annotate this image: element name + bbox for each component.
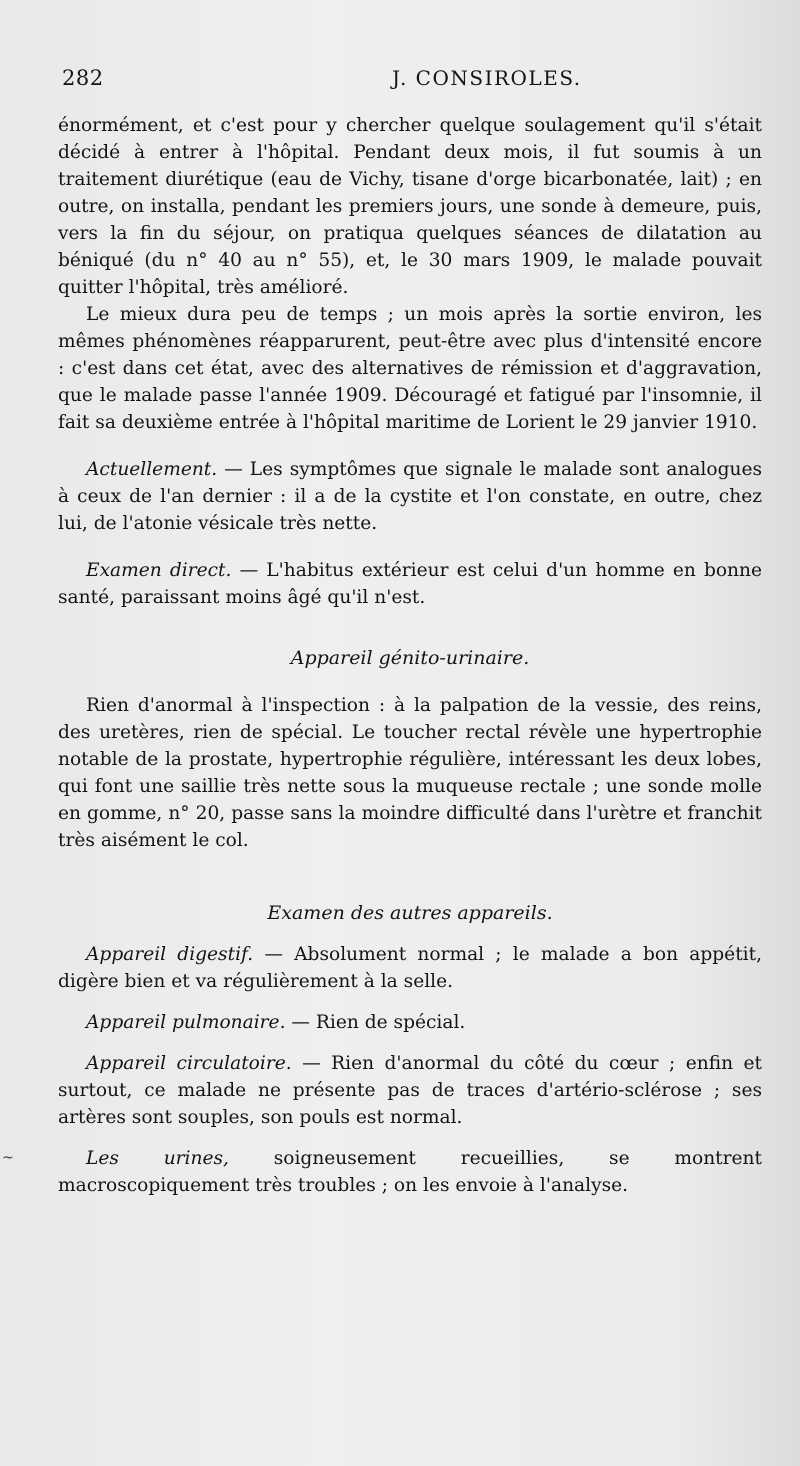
- paragraph-pulmonaire: [58, 1009, 762, 1036]
- paragraph-relapse: Le mieux dura peu de temps ; un mois après la sortie environ, les mêmes phénomènes réapparurent, peut-être avec plus d'intensité encore : c'est dans cet état, avec des alternatives de rémission et d'aggravation, que le malade passe l'année 1909. Découragé et fatigué par l'insomnie, il fait sa deuxième entrée à l'hôpital maritime de Lorient le 29 janvier 1910.: [58, 304, 762, 433]
- body-text: [58, 112, 762, 1199]
- running-head: J. CONSIROLES.: [392, 66, 582, 90]
- lead-urines: Les urines,: [86, 1148, 229, 1169]
- paragraph-urines: [58, 1145, 762, 1199]
- margin-mark: ~: [2, 1150, 14, 1166]
- text-digestif: — Absolument normal ; le malade a bon appétit, digère bien et va régulièrement à la selle.: [58, 944, 762, 992]
- lead-circulatoire: Appareil circulatoire.: [86, 1053, 292, 1074]
- lead-actuellement: Actuellement.: [86, 459, 218, 480]
- section-heading-autres-appareils: Examen des autres appareils.: [267, 902, 553, 924]
- paragraph-treatment: énormément, et c'est pour y chercher quelque soulagement qu'il s'était décidé à entrer à l'hôpital. Pendant deux mois, il fut soumis à un traitement diurétique (eau de Vichy, tisane d'orge bicarbonatée, lait) ; en outre, on installa, pendant les premiers jours, une sonde à demeure, puis, vers la fin du séjour, on pratiqua quelques séances de dilatation au béniqué (du n° 40 au n° 55), et, le 30 mars 1909, le malade pouvait quitter l'hôpital, très amélioré.: [58, 115, 762, 298]
- paragraph-digestif: [58, 941, 762, 995]
- page-number: 282: [62, 66, 104, 90]
- text-pulmonaire: — Rien de spécial.: [285, 1012, 466, 1033]
- lead-examen-direct: Examen direct.: [86, 560, 232, 581]
- text-urines: soigneusement recueillies, se montrent macroscopiquement très troubles ; on les envoie à l'analyse.: [58, 1148, 762, 1196]
- text-actuellement: — Les symptômes que signale le malade sont analogues à ceux de l'an dernier : il a de la cystite et l'on constate, en outre, chez lui, de l'atonie vésicale très nette.: [58, 459, 762, 534]
- paragraph-genito-urinaire: Rien d'anormal à l'inspection : à la palpation de la vessie, des reins, des uretères, rien de spécial. Le toucher rectal révèle une hypertrophie notable de la prostate, hypertrophie régulière, intéressant les deux lobes, qui font une saillie très nette sous la muqueuse rectale ; une sonde molle en gomme, n° 20, passe sans la moindre difficulté dans l'urètre et franchit très aisément le col.: [58, 695, 762, 851]
- page-header: [62, 66, 762, 96]
- lead-pulmonaire: Appareil pulmonaire.: [86, 1012, 286, 1033]
- paragraph-direct-exam: [58, 557, 762, 611]
- text-circulatoire: — Rien d'anormal du côté du cœur ; enfin et surtout, ce malade ne présente pas de traces d'artério-sclérose ; ses artères sont souples, son pouls est normal.: [58, 1053, 762, 1128]
- paragraph-current: [58, 456, 762, 537]
- lead-digestif: Appareil digestif.: [86, 944, 254, 965]
- section-heading-genito-urinaire: Appareil génito-urinaire.: [290, 647, 530, 669]
- text-examen-direct: — L'habitus extérieur est celui d'un homme en bonne santé, paraissant moins âgé qu'il n'est.: [58, 560, 762, 608]
- paragraph-circulatoire: [58, 1050, 762, 1131]
